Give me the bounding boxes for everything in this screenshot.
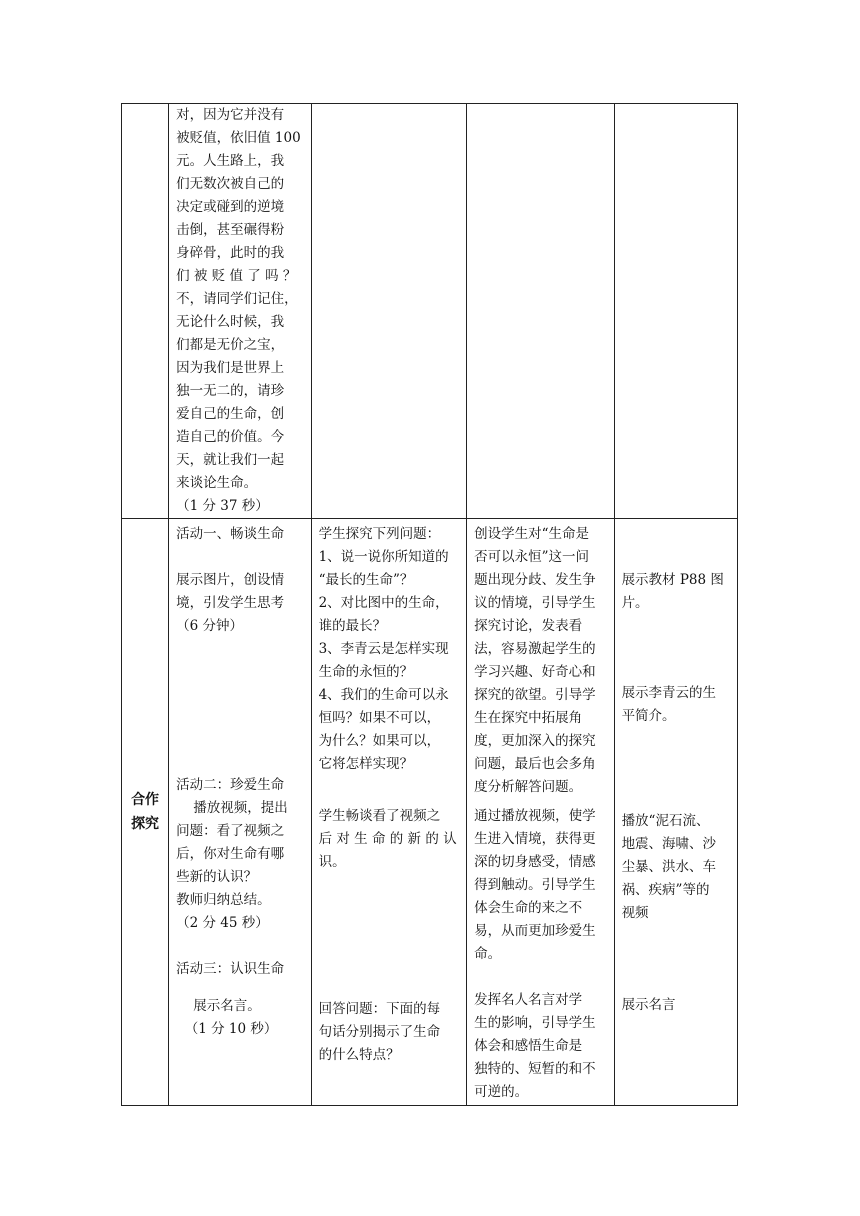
text-line: （1 分 10 秒） bbox=[176, 1021, 278, 1037]
text-line: 生的影响，引导学生 bbox=[474, 1015, 596, 1031]
activity3-intent bbox=[467, 989, 613, 1104]
text-line: 尘暴、洪水、车 bbox=[621, 859, 717, 875]
activity1-media-b bbox=[615, 682, 737, 728]
text-line: 创设学生对“生命是 bbox=[474, 526, 589, 542]
text-line: 它将怎样实现？ bbox=[318, 756, 414, 772]
text-line: 易，从而更加珍爱生 bbox=[474, 923, 596, 939]
lesson-plan-table bbox=[121, 103, 738, 1106]
teacher-activity-cell bbox=[169, 519, 311, 1106]
text-line: 来谈论生命。 bbox=[176, 475, 258, 491]
activity1-description bbox=[176, 569, 305, 638]
text-line: 造自己的价值。今 bbox=[176, 429, 285, 445]
text-line: 展示教材 P88 图 bbox=[621, 572, 724, 588]
text-line: （6 分钟） bbox=[176, 618, 244, 634]
text-line: 问题：看了视频之 bbox=[176, 823, 285, 839]
text-line: 通过播放视频，使学 bbox=[474, 808, 596, 824]
text-line: 探究的欲望。引导学 bbox=[474, 687, 596, 703]
text-line: 播放“泥石流、 bbox=[621, 813, 710, 829]
phase-cell bbox=[122, 104, 169, 519]
text-line: （1 分 37 秒） bbox=[176, 498, 269, 514]
text-line: 片。 bbox=[621, 595, 649, 611]
activity3-media bbox=[615, 994, 737, 1017]
text-line: 元。人生路上，我 bbox=[176, 153, 285, 169]
text-line: （2 分 45 秒） bbox=[176, 915, 269, 931]
text-line: 们都是无价之宝， bbox=[176, 337, 285, 353]
text-line: 4、我们的生命可以永 bbox=[318, 687, 449, 703]
text-line: 深的切身感受，情感 bbox=[474, 854, 596, 870]
text-line: 的什么特点？ bbox=[318, 1047, 400, 1063]
activity1-media-a bbox=[615, 569, 737, 615]
design-intent-cell bbox=[467, 104, 614, 519]
text-line: 度分析解答问题。 bbox=[474, 779, 583, 795]
text-line: 议的情境，引导学生 bbox=[474, 595, 596, 611]
text-line: 地震、海啸、沙 bbox=[621, 836, 717, 852]
text-line: 命。 bbox=[474, 946, 502, 962]
text-line: 2、对比图中的生命， bbox=[318, 595, 449, 611]
student-activity-cell bbox=[311, 519, 467, 1106]
design-intent-cell bbox=[467, 519, 614, 1106]
activity1-student bbox=[312, 519, 467, 776]
text-line: 不，请同学们记住， bbox=[176, 291, 298, 307]
text-line: 活动一、畅谈生命 bbox=[176, 526, 285, 542]
media-cell bbox=[614, 519, 737, 1106]
text-line: 法，容易激起学生的 bbox=[474, 641, 596, 657]
activity2-media bbox=[615, 810, 737, 925]
activity2-intent bbox=[467, 805, 613, 966]
text-line: 后 对 生 命 的 新 的 认 bbox=[318, 831, 457, 847]
teacher-activity-cell bbox=[169, 104, 311, 519]
text-line: 回答问题：下面的每 bbox=[318, 1001, 441, 1017]
text-line: 为什么？如果可以， bbox=[318, 733, 441, 749]
text-line: 无论什么时候，我 bbox=[176, 314, 285, 330]
text-line: 否可以永恒”这一问 bbox=[474, 549, 589, 565]
text-line: 展示李青云的生 bbox=[621, 685, 717, 701]
media-cell bbox=[614, 104, 737, 519]
text-line: 身碎骨，此时的我 bbox=[176, 245, 285, 261]
text-line: 境，引发学生思考 bbox=[176, 595, 285, 611]
phase-cell bbox=[122, 519, 169, 1106]
text-line: 击倒，甚至碾得粉 bbox=[176, 222, 285, 238]
text-line: 探究讨论，发表看 bbox=[474, 618, 583, 634]
text-line: 后，你对生命有哪 bbox=[176, 846, 285, 862]
text-line: 决定或碰到的逆境 bbox=[176, 199, 285, 215]
text-line: 可逆的。 bbox=[474, 1084, 529, 1100]
text-line: 谁的最长？ bbox=[318, 618, 387, 634]
table-row bbox=[122, 104, 738, 519]
teacher-activity-text bbox=[169, 104, 310, 518]
text-line: 活动二：珍爱生命 bbox=[176, 777, 285, 793]
text-line: 生进入情境，获得更 bbox=[474, 831, 596, 847]
text-line: 句话分别揭示了生命 bbox=[318, 1024, 441, 1040]
text-line: 学生畅谈看了视频之 bbox=[318, 808, 441, 824]
text-line: 因为我们是世界上 bbox=[176, 360, 285, 376]
activity3-title bbox=[176, 958, 305, 981]
activity1-intent bbox=[467, 519, 613, 799]
text-line: 题出现分歧、发生争 bbox=[474, 572, 596, 588]
text-line: 独特的、短暂的和不 bbox=[474, 1061, 596, 1077]
text-line: 得到触动。引导学生 bbox=[474, 877, 596, 893]
text-line: 平简介。 bbox=[621, 708, 676, 724]
text-line: 体会生命的来之不 bbox=[474, 900, 583, 916]
student-activity-cell bbox=[311, 104, 467, 519]
activity2-teacher bbox=[169, 774, 310, 935]
text-line: 教师归纳总结。 bbox=[176, 892, 271, 908]
text-line: 播放视频，提出 bbox=[176, 800, 288, 816]
text-line: 些新的认识？ bbox=[176, 869, 258, 885]
text-line: 展示图片，创设情 bbox=[176, 572, 285, 588]
text-line: 爱自己的生命，创 bbox=[176, 406, 285, 422]
text-line: 3、李青云是怎样实现 bbox=[318, 641, 449, 657]
text-line: 活动三：认识生命 bbox=[176, 961, 285, 977]
table-row bbox=[122, 519, 738, 1106]
text-line: 被贬值，依旧值 100 bbox=[176, 130, 301, 146]
text-line: 生在探究中拓展角 bbox=[474, 710, 583, 726]
text-line: 学习兴趣、好奇心和 bbox=[474, 664, 596, 680]
activity3-teacher bbox=[169, 958, 310, 1041]
text-line: 祸、疾病”等的 bbox=[621, 882, 710, 898]
text-line: 问题，最后也会多角 bbox=[474, 756, 596, 772]
text-line: “最长的生命”？ bbox=[318, 572, 414, 588]
text-line: 独一无二的，请珍 bbox=[176, 383, 285, 399]
text-line: 学生探究下列问题： bbox=[318, 526, 441, 542]
activity1-teacher bbox=[169, 519, 310, 638]
text-line: 度，更加深入的探究 bbox=[474, 733, 596, 749]
text-line: 发挥名人名言对学 bbox=[474, 992, 583, 1008]
phase-label-line: 合作 bbox=[131, 792, 160, 808]
text-line: 们无数次被自己的 bbox=[176, 176, 285, 192]
activity3-description bbox=[176, 995, 305, 1041]
text-line: 识。 bbox=[318, 854, 346, 870]
activity1-title bbox=[176, 523, 305, 546]
text-line: 恒吗？如果不可以， bbox=[318, 710, 441, 726]
text-line: 1、说一说你所知道的 bbox=[318, 549, 449, 565]
text-line: 视频 bbox=[621, 905, 649, 921]
phase-label-line: 探究 bbox=[131, 816, 160, 832]
activity3-student bbox=[312, 998, 467, 1067]
text-line: 天，就让我们一起 bbox=[176, 452, 285, 468]
text-line: 对，因为它并没有 bbox=[176, 107, 285, 123]
text-line: 展示名言。 bbox=[176, 998, 261, 1014]
text-line: 展示名言 bbox=[621, 997, 676, 1013]
text-line: 生命的永恒的？ bbox=[318, 664, 414, 680]
activity2-student bbox=[312, 805, 467, 874]
text-line: 们 被 贬 值 了 吗 ？ bbox=[176, 268, 297, 284]
text-line: 体会和感悟生命是 bbox=[474, 1038, 583, 1054]
